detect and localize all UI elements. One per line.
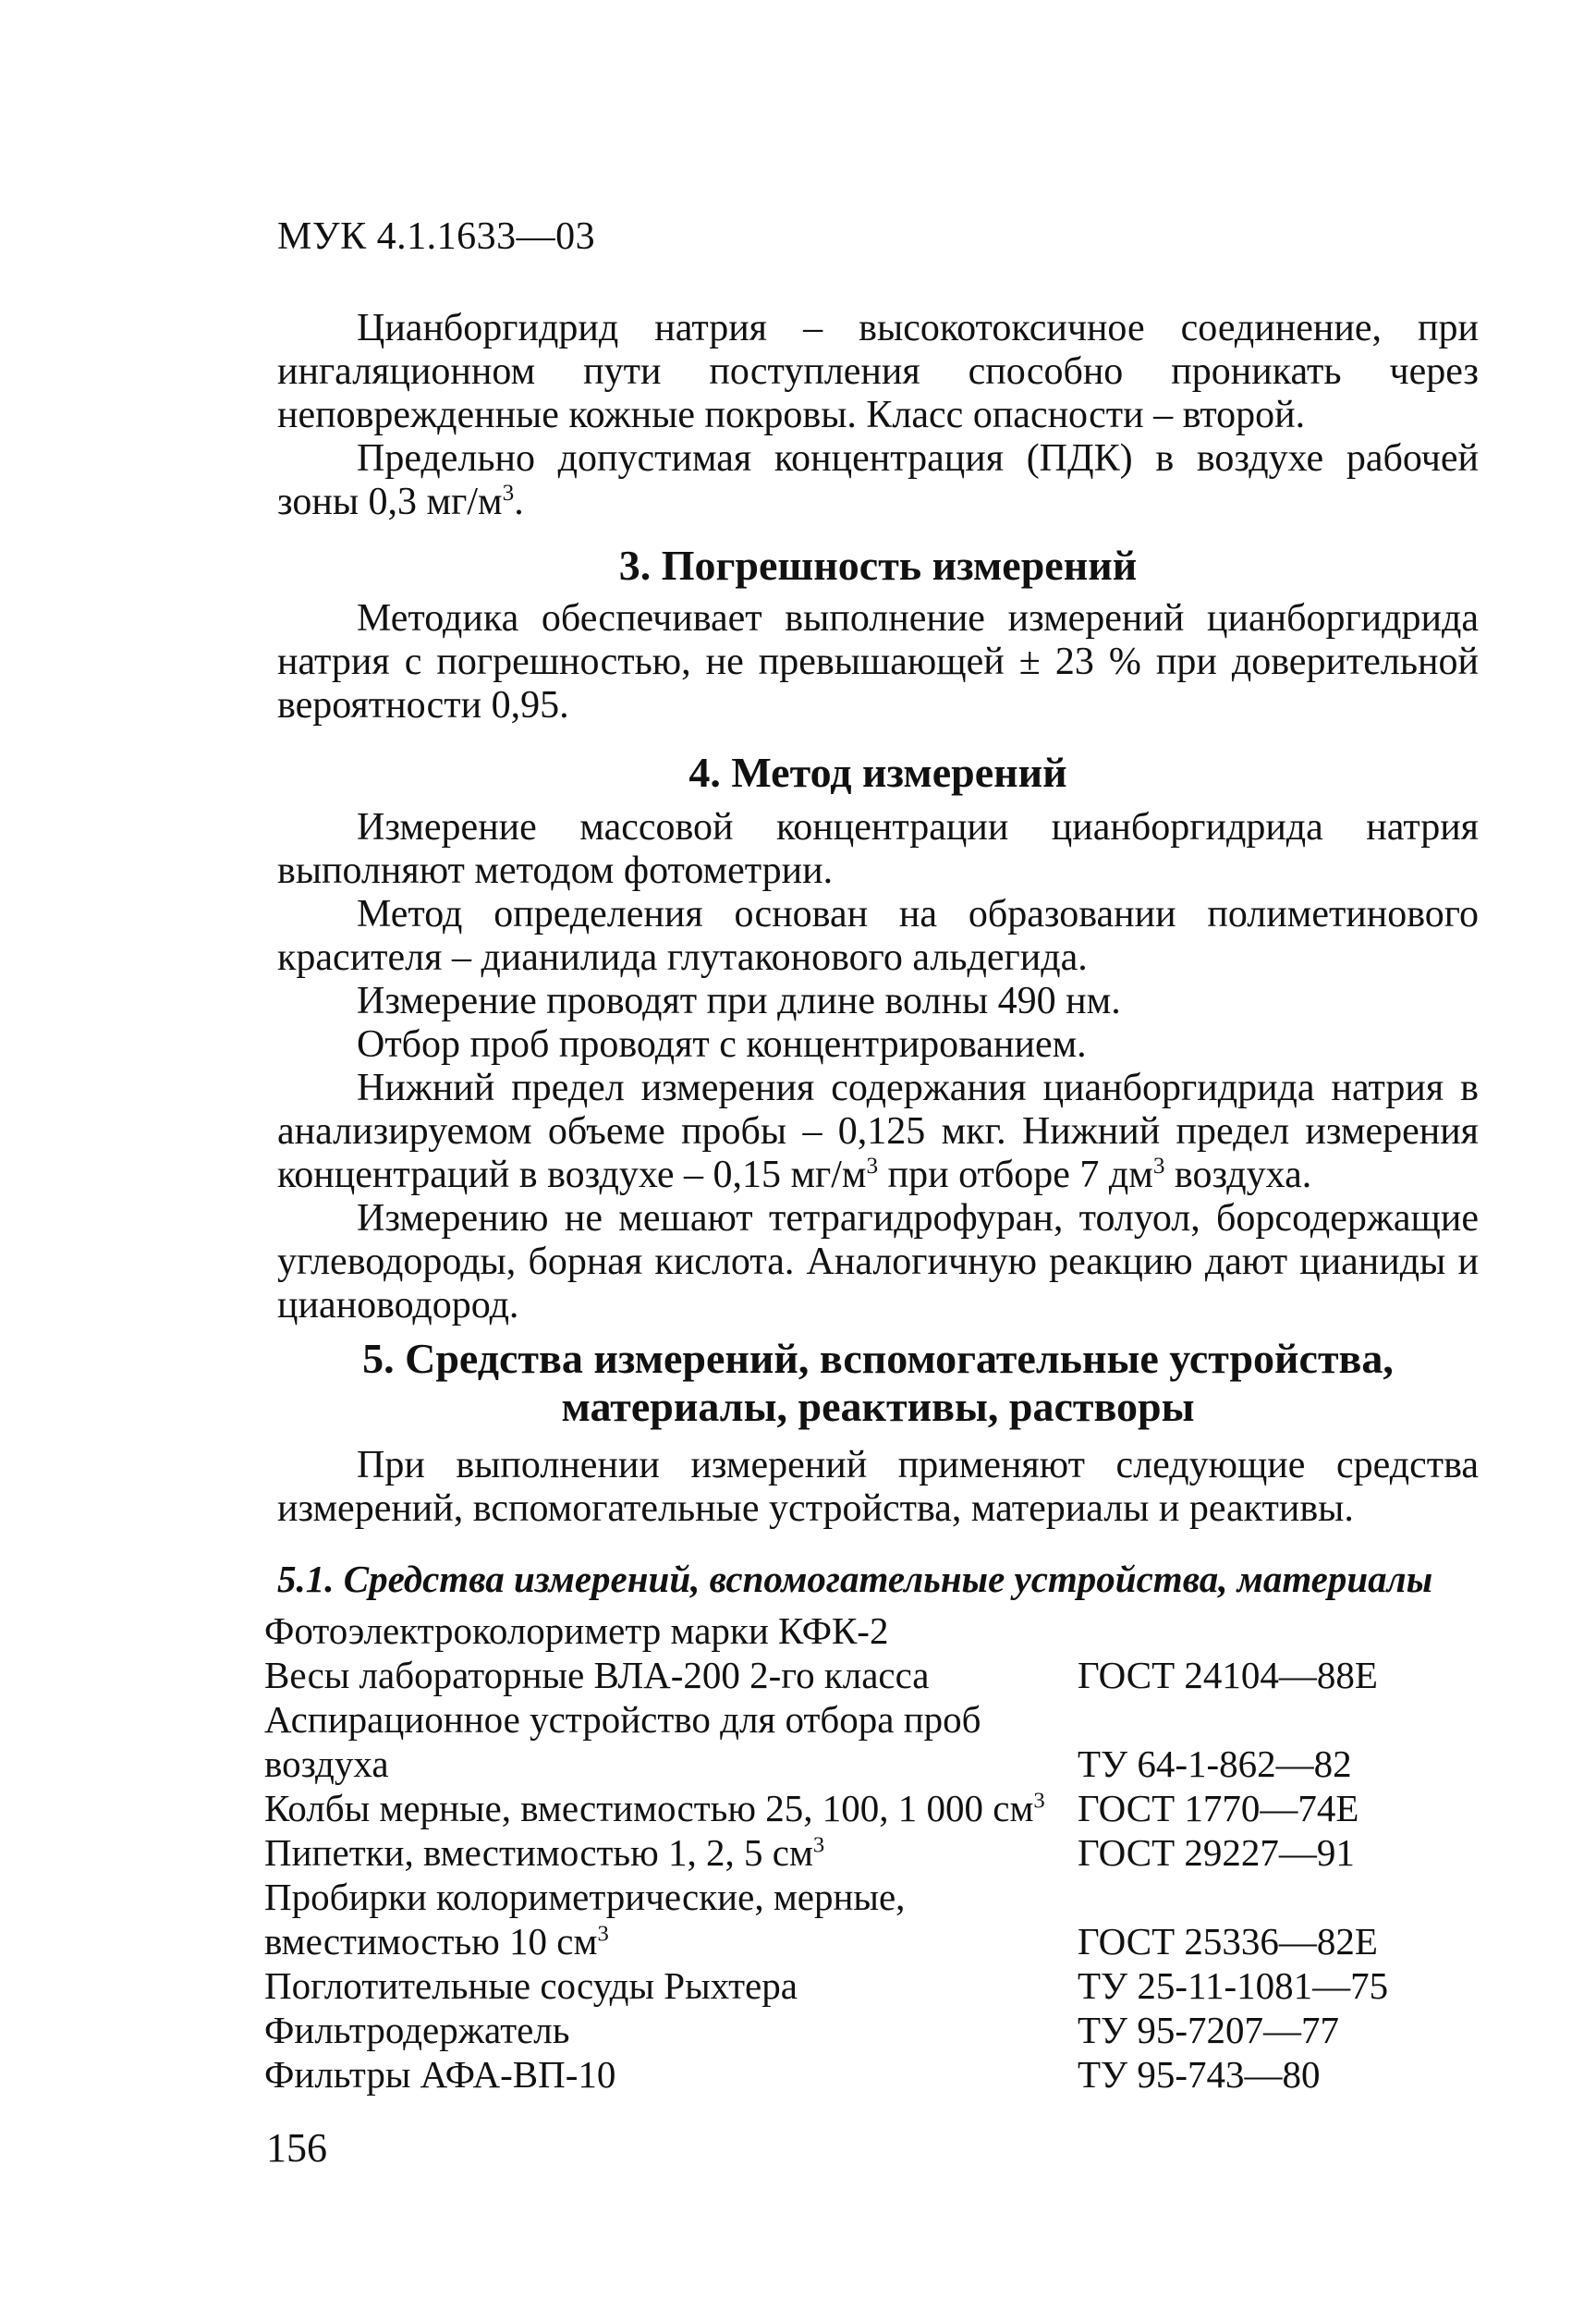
- equipment-name-text: Фильтры АФА-ВП-10: [264, 2053, 616, 2096]
- equipment-row: [264, 1963, 1484, 2008]
- equipment-name-text: воздуха: [264, 1742, 389, 1785]
- equipment-row: [264, 1653, 1484, 1697]
- equipment-name: [264, 1830, 1078, 1875]
- section-4-paragraph-1: Измерение массовой концентрации цианборгидрида натрия выполняют методом фотометрии.: [277, 806, 1479, 892]
- equipment-name: [264, 2008, 1078, 2052]
- section-3-heading: 3. Погрешность измерений: [618, 542, 1138, 589]
- intro-block: [277, 307, 1479, 524]
- equipment-name-text: Пробирки колориметрические, мерные,: [264, 1876, 906, 1918]
- equipment-name-text: вместимостью 10 см: [264, 1920, 598, 1963]
- equipment-standard: ТУ 25-11-1081—75: [1078, 1964, 1389, 2007]
- section-4-body: [277, 806, 1479, 1327]
- equipment-row: [264, 1742, 1484, 1786]
- equipment-unit-superscript: 3: [597, 1921, 609, 1947]
- equipment-name: [264, 1786, 1078, 1830]
- equipment-standard: [1078, 1697, 1484, 1742]
- equipment-name-text: Фотоэлектроколориметр марки КФК-2: [264, 1609, 889, 1652]
- section-3-body: [277, 597, 1479, 728]
- equipment-name-text: Аспирационное устройство для отбора проб: [264, 1698, 981, 1741]
- section-5-1-subheading: 5.1. Средства измерений, вспомогательные устройства, материалы: [277, 1558, 1433, 1600]
- equipment-row: [264, 1608, 1484, 1653]
- equipment-row: [264, 2052, 1484, 2097]
- section-5-body: [277, 1444, 1479, 1531]
- equipment-name: [264, 1919, 1078, 1963]
- section-4-paragraph-5: Нижний предел измерения содержания цианборгидрида натрия в анализируемом объеме пробы – 0,125 мкг. Нижний предел измерения концентраций в воздухе – 0,15 $мг/м^3$ при отборе 7 $дм^3$ воздуха.: [277, 1067, 1479, 1196]
- equipment-name: [264, 1963, 1078, 2008]
- equipment-standard: ТУ 95-743—80: [1078, 2053, 1321, 2096]
- equipment-row: [264, 1697, 1484, 1742]
- section-4-heading: 4. Метод измерений: [688, 749, 1067, 796]
- section-4-paragraph-6: Измерению не мешают тетрагидрофуран, толуол, борсодержащие углеводороды, борная кислота. Аналогичную реакцию дают цианиды и циановодород.: [277, 1197, 1479, 1327]
- equipment-standard: [1078, 1875, 1484, 1919]
- equipment-list: [264, 1608, 1484, 2097]
- equipment-name: [264, 1697, 1078, 1742]
- section-5-heading-line-2: материалы, реактивы, растворы: [561, 1383, 1195, 1430]
- equipment-standard: [1078, 1608, 1484, 1653]
- equipment-name: [264, 1653, 1078, 1697]
- equipment-row: [264, 1786, 1484, 1830]
- section-4-paragraph-2: Метод определения основан на образовании полиметинового красителя – дианилида глутаконового альдегида.: [277, 893, 1479, 979]
- equipment-standard: ГОСТ 24104—88Е: [1078, 1654, 1378, 1696]
- equipment-name-text: Поглотительные сосуды Рыхтера: [264, 1964, 798, 2007]
- intro-paragraph-2: Предельно допустимая концентрация (ПДК) в воздухе рабочей зоны 0,3 $мг/м^3$.: [277, 437, 1479, 523]
- section-5-heading: [277, 1335, 1479, 1431]
- equipment-name-text: Весы лабораторные ВЛА-200 2-го класса: [264, 1654, 930, 1696]
- equipment-name: [264, 1742, 1078, 1786]
- section-5-heading-line-1: 5. Средства измерений, вспомогательные устройства,: [362, 1335, 1394, 1382]
- equipment-row: [264, 1830, 1484, 1875]
- equipment-standard: ТУ 95-7207—77: [1078, 2009, 1339, 2051]
- equipment-name: [264, 2052, 1078, 2097]
- equipment-name-text: Пипетки, вместимостью 1, 2, 5 см: [264, 1831, 813, 1874]
- equipment-standard: ГОСТ 1770—74Е: [1078, 1787, 1359, 1829]
- intro-paragraph-1: Цианборгидрид натрия – высокотоксичное соединение, при ингаляционном пути поступления способно проникать через неповрежденные кожные покровы. Класс опасности – второй.: [277, 307, 1479, 436]
- equipment-name: [264, 1875, 1078, 1919]
- equipment-standard: ТУ 64-1-862—82: [1078, 1742, 1352, 1785]
- equipment-name-text: Фильтродержатель: [264, 2009, 570, 2051]
- document-header: МУК 4.1.1633—03: [277, 215, 596, 258]
- section-4-paragraph-3: Измерение проводят при длине волны 490 нм.: [357, 980, 1121, 1022]
- section-3-paragraph: Методика обеспечивает выполнение измерений цианборгидрида натрия с погрешностью, не превышающей ± 23 % при доверительной вероятности 0,95.: [277, 597, 1479, 727]
- equipment-unit-superscript: 3: [1033, 1788, 1045, 1814]
- equipment-name-text: Колбы мерные, вместимостью 25, 100, 1 000 см: [264, 1787, 1034, 1829]
- equipment-row: [264, 1919, 1484, 1963]
- section-5-paragraph: При выполнении измерений применяют следующие средства измерений, вспомогательные устройства, материалы и реактивы.: [277, 1444, 1479, 1530]
- equipment-unit-superscript: 3: [812, 1832, 825, 1858]
- equipment-name: [264, 1608, 1078, 1653]
- equipment-row: [264, 2008, 1484, 2052]
- section-4-paragraph-4: Отбор проб проводят с концентрированием.: [357, 1023, 1087, 1066]
- page-number: 156: [266, 2125, 327, 2170]
- equipment-standard: ГОСТ 25336—82Е: [1078, 1920, 1378, 1963]
- equipment-row: [264, 1875, 1484, 1919]
- equipment-standard: ГОСТ 29227—91: [1078, 1831, 1355, 1874]
